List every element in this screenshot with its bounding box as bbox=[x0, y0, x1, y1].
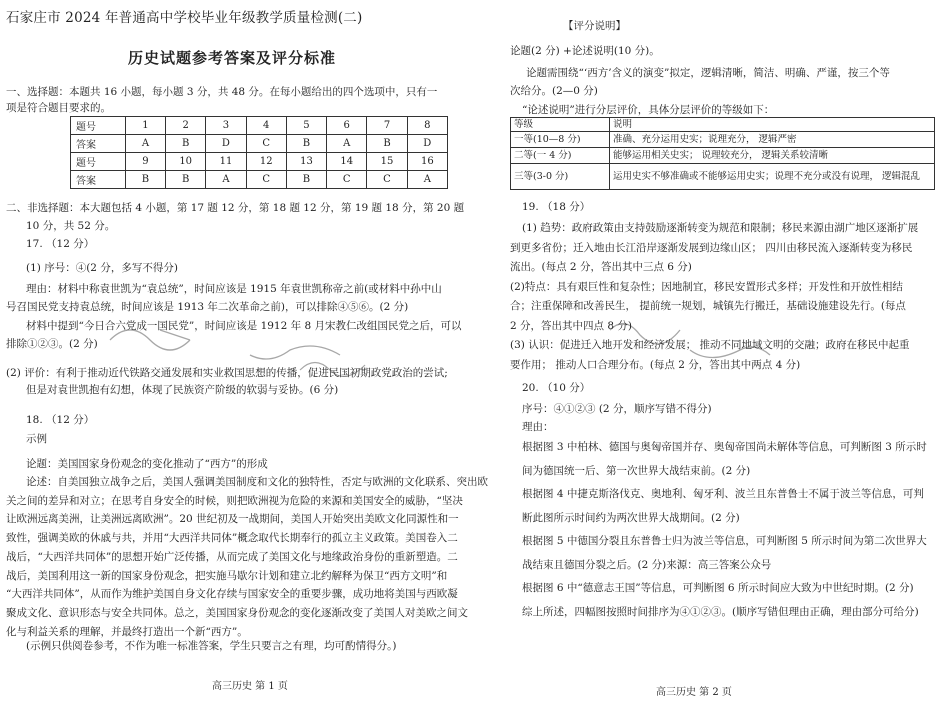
watermark-scribble-2 bbox=[590, 310, 790, 380]
page-footer-2: 高三历史 第 2 页 bbox=[656, 687, 732, 698]
grading-table-cell: 二等(一 4 分) bbox=[511, 148, 610, 164]
document-title: 历史试题参考答案及评分标准 bbox=[128, 49, 337, 67]
exam-title: 石家庄市 2024 年普通高中学校毕业年级教学质量检测(二) bbox=[6, 10, 363, 26]
answer-table-row bbox=[71, 153, 448, 171]
text-line: 2 分，答出其中四点 8 分) bbox=[510, 319, 632, 332]
text-line: 间为德国统一后、第一次世界大战结束前。(2 分) bbox=[522, 464, 751, 477]
answer-table-cell: A bbox=[125, 135, 165, 153]
q20-heading: 20. （10 分） bbox=[522, 382, 591, 394]
q18-heading: 18. （12 分） bbox=[26, 414, 95, 426]
scoring-line-2: 论题需围绕“‘西方’含义的演变”拟定，逻辑清晰，简洁、明确、严谨，按三个等 bbox=[526, 67, 890, 79]
answer-table-cell: B bbox=[286, 171, 326, 189]
grading-table bbox=[510, 117, 935, 190]
text-line: 合；注重保障和改善民生， 提前统一规划，城镇先行搬迁，基础设施建设先行。(每点 bbox=[510, 300, 906, 312]
text-line: 断此图所示时间约为两次世界大战期间。(2 分) bbox=[522, 511, 740, 524]
grading-table-row bbox=[511, 118, 935, 132]
answer-table-cell: D bbox=[407, 135, 447, 153]
q17-answer-1: (1) 序号：④(2 分，多写不得分) bbox=[26, 262, 178, 274]
q20-order: 序号：④①②③ (2 分，顺序写错不得分) bbox=[522, 403, 712, 415]
answer-table-cell: D bbox=[206, 135, 246, 153]
answer-table bbox=[70, 116, 448, 189]
answer-table-cell: 8 bbox=[407, 117, 447, 135]
text-line: 聚成文化、意识形态与安全共同体。总之，美国国家身份观念的变化逐渐改变了美国人对美欧之间文 bbox=[6, 606, 468, 619]
scoring-header: 【评分说明】 bbox=[563, 20, 626, 32]
text-line: 化与利益关系的理解，并最终打造出一个新“西方”。 bbox=[6, 625, 248, 638]
answer-table-cell: 1 bbox=[125, 117, 165, 135]
answer-table-cell: 题号 bbox=[71, 153, 126, 171]
answer-table-cell: 7 bbox=[367, 117, 407, 135]
answer-table-cell: 答案 bbox=[71, 171, 126, 189]
text-line: 关之间的差异和对立；在思考自身安全的时候，则把欧洲视为危险的来源和美国安全的威胁，“坚决 bbox=[6, 494, 463, 507]
grading-table-cell: 说明 bbox=[610, 118, 935, 132]
q17-reason-1: 理由：材料中称袁世凯为“袁总统”，时间应该是 1915 年袁世凯称帝之前(或材料中孙中山 bbox=[26, 283, 442, 295]
text-line: 让欧洲远离美洲，让美洲远离欧洲”。20 世纪初及一战期间，美国人开始突出美欧文化同源性和一 bbox=[6, 513, 459, 526]
page-2 bbox=[470, 0, 939, 707]
answer-table-row bbox=[71, 135, 448, 153]
watermark-scribble bbox=[100, 300, 400, 390]
scoring-line-4: “论述说明”进行分层评价，具体分层评价的等级如下： bbox=[522, 104, 775, 116]
grading-table-cell: 能够运用相关史实； 说理较充分， 逻辑关系较清晰 bbox=[610, 148, 935, 164]
text-line: (2)特点：具有艰巨性和复杂性；因地制宜，移民安置形式多样；开发性和开放性相结 bbox=[510, 280, 903, 293]
section1-instruction: 一、选择题：本题共 16 小题，每小题 3 分，共 48 分。在每小题给出的四个选项中，只有一 bbox=[6, 86, 438, 98]
answer-table-cell: 15 bbox=[367, 153, 407, 171]
grading-table-row bbox=[511, 148, 935, 164]
grading-table-cell: 准确、充分运用史实；说理充分， 逻辑严密 bbox=[610, 132, 935, 148]
answer-table-row bbox=[71, 171, 448, 189]
q18-thesis: 论题：美国国家身份观念的变化推动了“西方”的形成 bbox=[26, 458, 268, 470]
grading-table-row bbox=[511, 132, 935, 148]
q17-evaluation: (2) 评价：有利于推动近代铁路交通发展和实业救国思想的传播，促进民国初期政党政治的尝试; bbox=[6, 367, 448, 379]
answer-table-row bbox=[71, 117, 448, 135]
q17-heading: 17. （12 分） bbox=[26, 238, 95, 250]
q17-evaluation-cont: 但是对袁世凯抱有幻想，体现了民族资产阶级的软弱与妥协。(6 分) bbox=[26, 384, 339, 396]
text-line: 致性，强调美欧的休戚与共，并用“大西洋共同体”概念取代长期奉行的孤立主义政策。美国卷入二 bbox=[6, 532, 458, 545]
answer-table-cell: 10 bbox=[166, 153, 206, 171]
page-footer-1: 高三历史 第 1 页 bbox=[212, 681, 288, 692]
text-line: 战后，美国利用这一新的国家身份观念，把实施马歇尔计划和建立北约解释为保卫“西方文明”和 bbox=[6, 569, 448, 582]
q17-reason-2: 材料中提到“今日合六党成一国民党”，时间应该是 1912 年 8 月宋教仁改组国民党之后，可以 bbox=[26, 320, 462, 332]
answer-table-cell: C bbox=[327, 171, 367, 189]
answer-table-cell: B bbox=[166, 135, 206, 153]
text-line: 综上所述，四幅图按照时间排序为④①②③。(顺序写错但理由正确，理由部分可给分) bbox=[522, 605, 919, 618]
scoring-line-1: 论题(2 分) +论述说明(10 分)。 bbox=[510, 45, 660, 57]
answer-table-cell: 9 bbox=[125, 153, 165, 171]
text-line: 论述：自美国独立战争之后，美国人强调美国制度和文化的独特性，否定与欧洲的文化联系、突出欧 bbox=[26, 476, 488, 488]
text-line: 根据图 3 中柏林、德国与奥匈帝国并存、奥匈帝国尚未解体等信息，可判断图 3 所示时 bbox=[522, 441, 927, 453]
section2-instruction: 二、非选择题：本大题包括 4 小题，第 17 题 12 分，第 18 题 12 分，第 19 题 18 分，第 20 题 bbox=[6, 202, 465, 214]
q20-reason-label: 理由： bbox=[522, 421, 554, 433]
answer-table-cell: A bbox=[206, 171, 246, 189]
answer-table-cell: B bbox=[286, 135, 326, 153]
scoring-line-3: 次给分。(2—0 分) bbox=[510, 85, 598, 97]
section2-instruction-cont: 10 分，共 52 分。 bbox=[26, 220, 116, 232]
answer-table-cell: B bbox=[367, 135, 407, 153]
answer-table-cell: 答案 bbox=[71, 135, 126, 153]
text-line: (1) 趋势：政府政策由支持鼓励逐渐转变为规范和限制；移民来源由湖广地区逐渐扩展 bbox=[522, 222, 919, 234]
text-line: 流出。(每点 2 分，答出其中三点 6 分) bbox=[510, 261, 692, 273]
answer-table-cell: 13 bbox=[286, 153, 326, 171]
text-line: 战结束且德国分裂之后。(2 分)来源：高三答案公众号 bbox=[522, 558, 772, 571]
q17-reason-2-cont: 排除①②③。(2 分) bbox=[6, 338, 98, 350]
answer-table-cell: A bbox=[327, 135, 367, 153]
grading-table-cell: 三等(3-0 分) bbox=[511, 164, 610, 190]
text-line: 根据图 5 中德国分裂且东普鲁士归为波兰等信息，可判断图 5 所示时间为第二次世界大 bbox=[522, 535, 927, 547]
answer-table-cell: 题号 bbox=[71, 117, 126, 135]
answer-table-cell: C bbox=[367, 171, 407, 189]
answer-table-cell: 3 bbox=[206, 117, 246, 135]
grading-table-cell: 等级 bbox=[511, 118, 610, 132]
answer-table-cell: 14 bbox=[327, 153, 367, 171]
answer-table-cell: 4 bbox=[246, 117, 286, 135]
answer-table-cell: 5 bbox=[286, 117, 326, 135]
answer-table-cell: B bbox=[166, 171, 206, 189]
text-line: 战后，“大西洋共同体”的思想开始广泛传播，从而完成了美国文化与地缘政治身份的重新塑造。二 bbox=[6, 550, 458, 563]
answer-table-cell: C bbox=[246, 135, 286, 153]
text-line: 要作用； 推动人口合理分布。(每点 2 分，答出其中两点 4 分) bbox=[510, 358, 801, 371]
answer-table-cell: 12 bbox=[246, 153, 286, 171]
text-line: 根据图 6 中“德意志王国”等信息，可判断图 6 所示时间应大致为中世纪时期。(2 分) bbox=[522, 582, 914, 594]
answer-table-cell: 11 bbox=[206, 153, 246, 171]
q19-heading: 19. （18 分） bbox=[522, 201, 591, 213]
text-line: 根据图 4 中捷克斯洛伐克、奥地利、匈牙利、波兰且东普鲁士不属于波兰等信息，可判 bbox=[522, 488, 924, 500]
answer-table-cell: 6 bbox=[327, 117, 367, 135]
answer-table-cell: 16 bbox=[407, 153, 447, 171]
grading-table-cell: 运用史实不够准确或不能够运用史实；说理不充分或没有说理， 逻辑混乱 bbox=[610, 164, 935, 190]
answer-table-cell: B bbox=[125, 171, 165, 189]
text-line: 到更多省份；迁入地由长江沿岸逐渐发展到边缘山区； 四川由移民流入逐渐转变为移民 bbox=[510, 241, 913, 254]
grading-table-row bbox=[511, 164, 935, 190]
text-line: “大西洋共同体”，从而作为维护美国自身文化存续与国家安全的重要步骤，成功地将美国与西欧凝 bbox=[6, 588, 458, 601]
answer-table-cell: A bbox=[407, 171, 447, 189]
answer-table-cell: C bbox=[246, 171, 286, 189]
q18-note: (示例只供阅卷参考，不作为唯一标准答案，学生只要言之有理，均可酌情得分。) bbox=[26, 640, 397, 652]
grading-table-cell: 一等(10—8 分) bbox=[511, 132, 610, 148]
text-line: (3) 认识：促进迁入地开发和经济发展； 推动不同地域文明的交融；政府在移民中起重 bbox=[510, 339, 910, 351]
answer-table-cell: 2 bbox=[166, 117, 206, 135]
q18-example-label: 示例 bbox=[26, 433, 47, 445]
q17-reason-1-cont: 号召国民党支持袁总统，时间应该是 1913 年二次革命之前)，可以排除④⑤⑥。(2 分) bbox=[6, 301, 409, 313]
section1-instruction-cont: 项是符合题目要求的。 bbox=[6, 102, 111, 114]
